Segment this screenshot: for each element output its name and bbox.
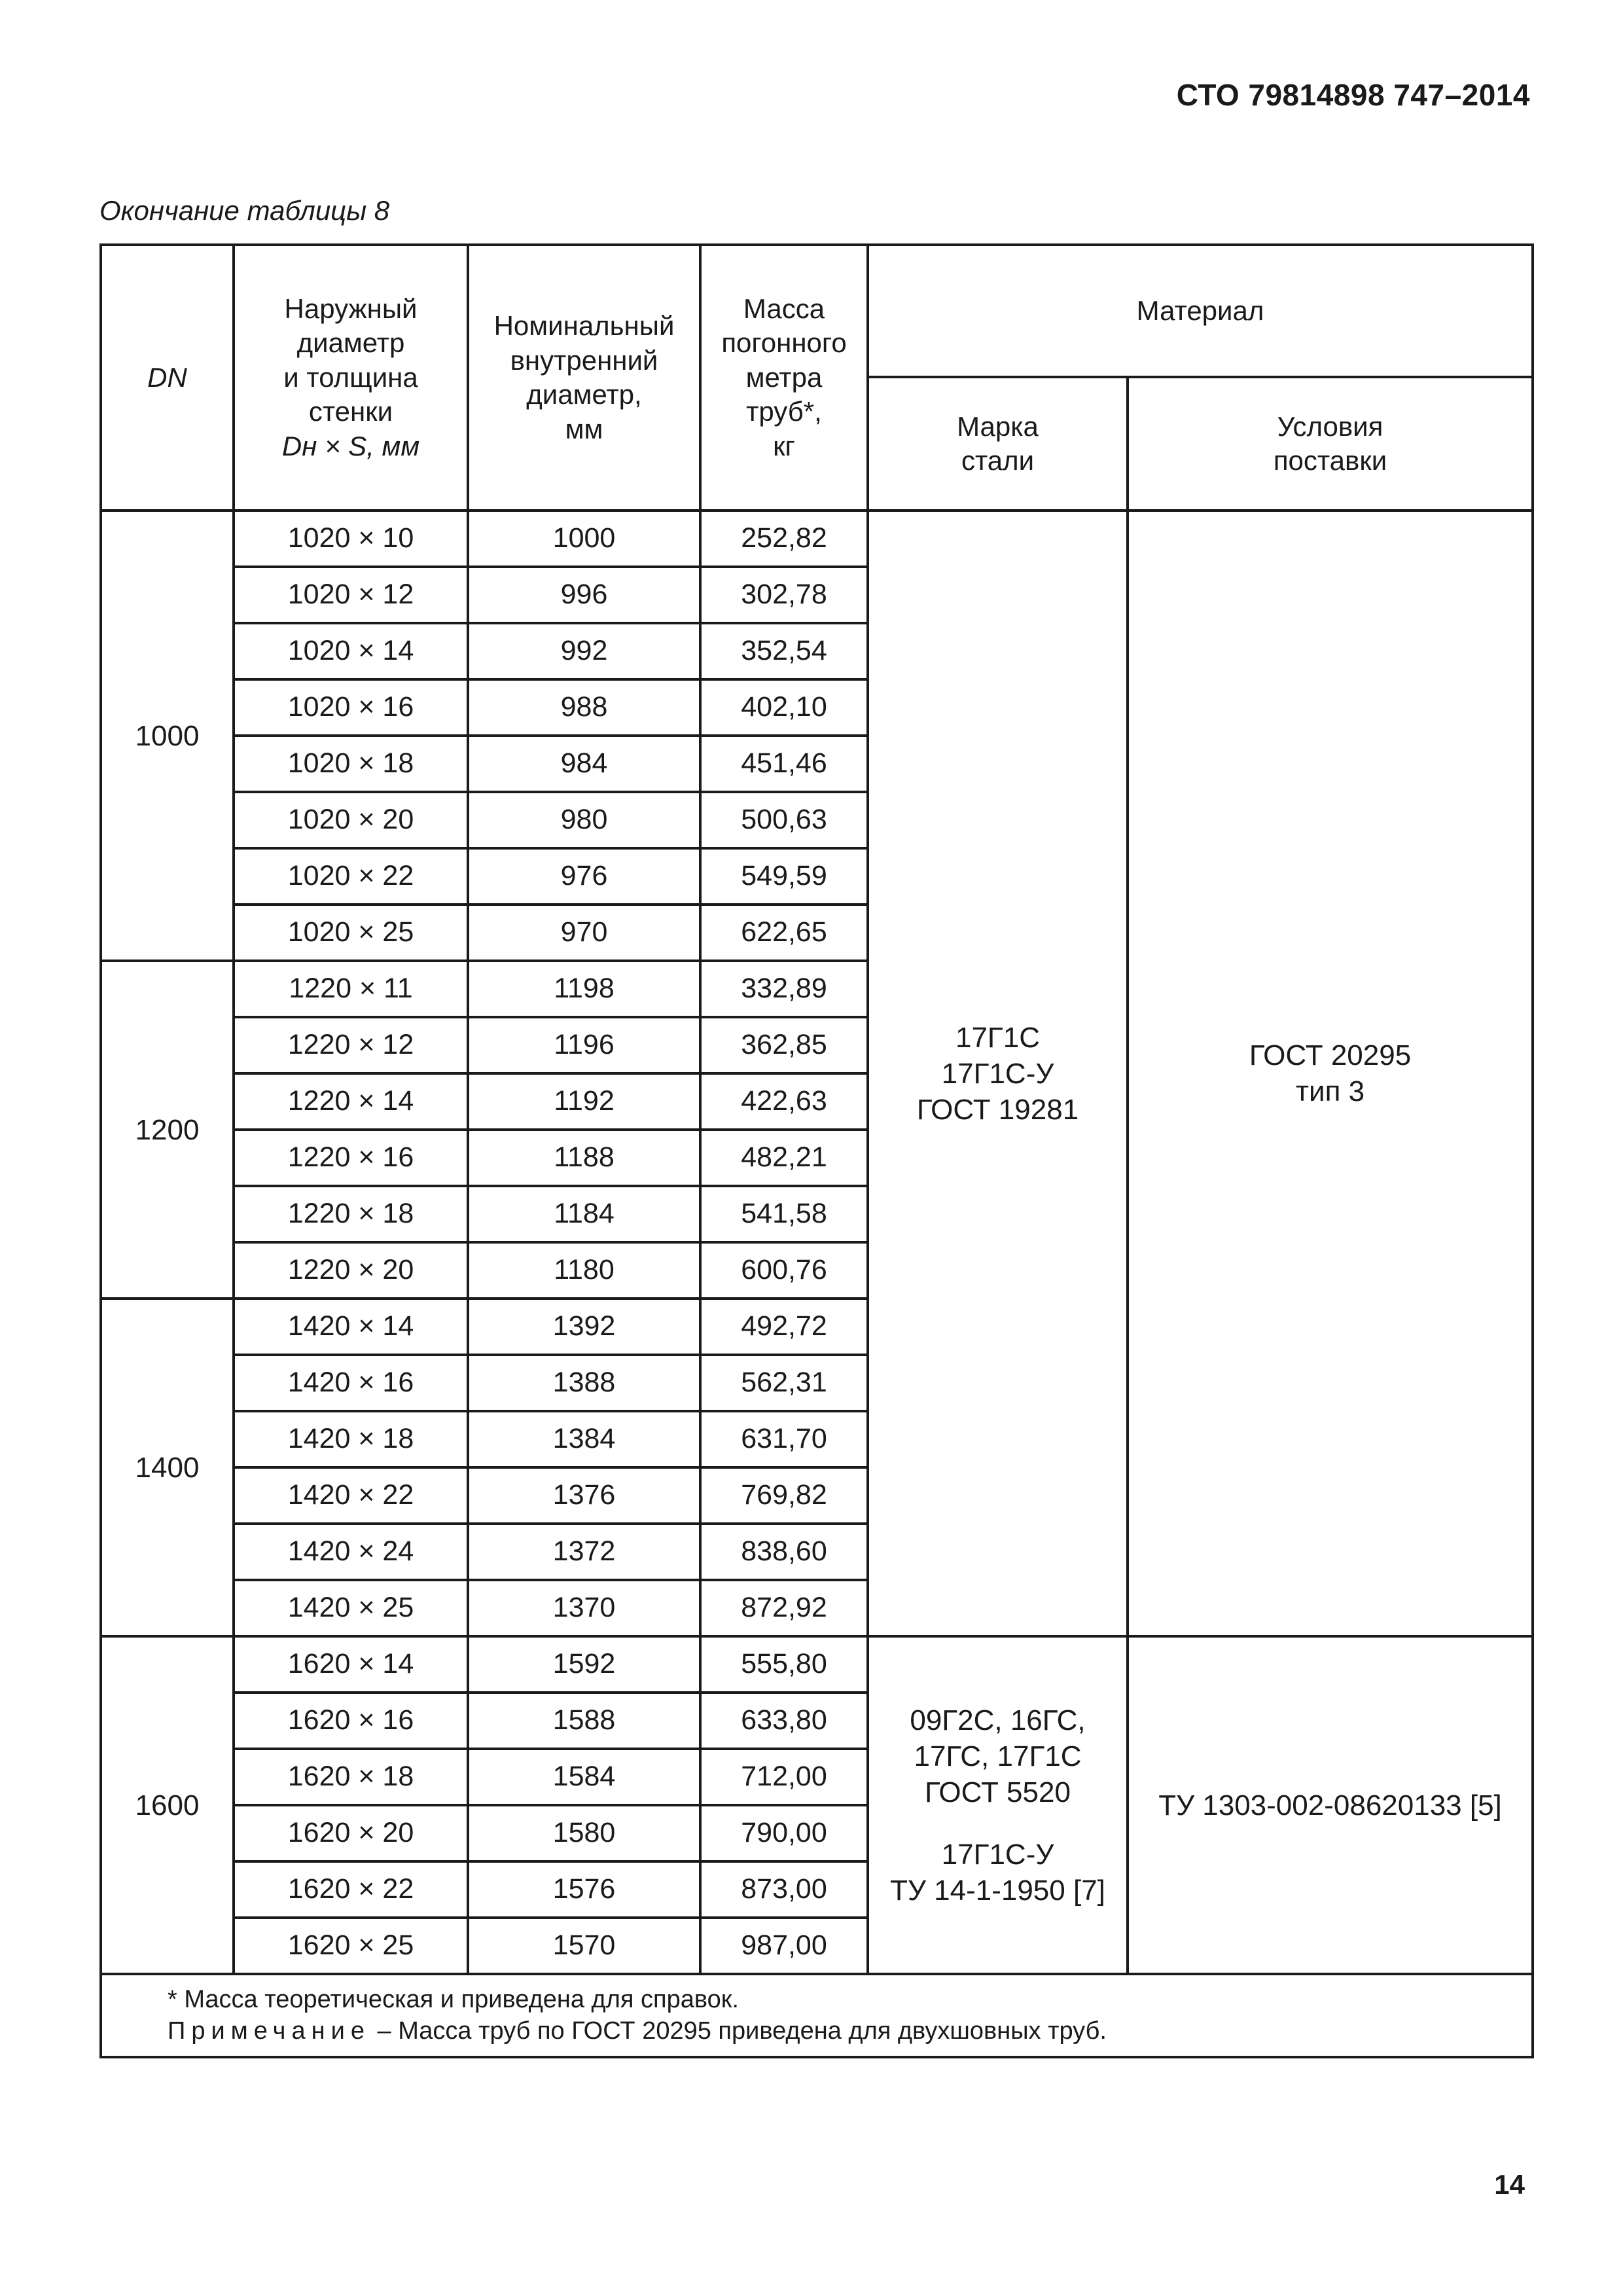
mass-cell: 987,00 (700, 1918, 868, 1974)
header-dn: DN (101, 245, 234, 511)
delivery-conditions-cell (1128, 1636, 1533, 1974)
header-steel-grade (868, 377, 1128, 511)
inner-cell: 1000 (468, 511, 700, 567)
inner-cell: 984 (468, 736, 700, 792)
size-cell: 1620 × 20 (234, 1805, 468, 1861)
header-mass (700, 245, 868, 511)
inner-cell: 1576 (468, 1861, 700, 1918)
header-inner-line: Номинальный (493, 310, 675, 341)
inner-cell: 1188 (468, 1130, 700, 1186)
document-code: СТО 79814898 747–2014 (1176, 78, 1530, 112)
header-outer-line: стенки (308, 396, 393, 427)
mass-cell: 451,46 (700, 736, 868, 792)
inner-cell: 1198 (468, 961, 700, 1017)
steel-grade-line: ГОСТ 5520 (925, 1776, 1071, 1808)
mass-cell: 790,00 (700, 1805, 868, 1861)
steel-grade-line: ГОСТ 19281 (916, 1093, 1079, 1126)
inner-cell: 988 (468, 679, 700, 736)
size-cell: 1020 × 25 (234, 905, 468, 961)
mass-cell: 302,78 (700, 567, 868, 623)
header-inner-diameter (468, 245, 700, 511)
mass-cell: 549,59 (700, 848, 868, 905)
header-inner-line: внутренний (510, 344, 658, 376)
steel-grade-line: 17Г1С-У (941, 1838, 1054, 1871)
mass-cell: 352,54 (700, 623, 868, 679)
table-row (101, 1636, 1533, 1693)
size-cell: 1420 × 18 (234, 1411, 468, 1467)
mass-cell: 541,58 (700, 1186, 868, 1242)
size-cell: 1420 × 16 (234, 1355, 468, 1411)
inner-cell: 976 (468, 848, 700, 905)
inner-cell: 1376 (468, 1467, 700, 1524)
size-cell: 1620 × 16 (234, 1693, 468, 1749)
steel-grade-line: ТУ 14-1-1950 [7] (890, 1874, 1105, 1907)
delivery-line: ТУ 1303-002-08620133 [5] (1158, 1789, 1502, 1821)
table-header (101, 245, 1533, 511)
mass-cell: 492,72 (700, 1299, 868, 1355)
inner-cell: 1372 (468, 1524, 700, 1580)
inner-cell: 996 (468, 567, 700, 623)
size-cell: 1020 × 10 (234, 511, 468, 567)
size-cell: 1020 × 22 (234, 848, 468, 905)
delivery-conditions-cell (1128, 511, 1533, 1636)
inner-cell: 1570 (468, 1918, 700, 1974)
steel-grade-cell (868, 511, 1128, 1636)
note-text: – Масса труб по ГОСТ 20295 приведена для двухшовных труб. (370, 2017, 1107, 2045)
mass-cell: 631,70 (700, 1411, 868, 1467)
mass-cell: 873,00 (700, 1861, 868, 1918)
inner-cell: 992 (468, 623, 700, 679)
header-inner-line: мм (565, 413, 603, 444)
footnote-text: * Масса теоретическая и приведена для справок. (168, 1986, 739, 2013)
size-cell: 1020 × 16 (234, 679, 468, 736)
mass-cell: 555,80 (700, 1636, 868, 1693)
size-cell: 1220 × 18 (234, 1186, 468, 1242)
steel-grade-cell (868, 1636, 1128, 1974)
mass-cell: 500,63 (700, 792, 868, 848)
inner-cell: 1370 (468, 1580, 700, 1636)
header-outer-line: и толщина (283, 361, 418, 393)
size-cell: 1220 × 20 (234, 1242, 468, 1299)
inner-cell: 1180 (468, 1242, 700, 1299)
mass-cell: 600,76 (700, 1242, 868, 1299)
mass-cell: 402,10 (700, 679, 868, 736)
header-mass-line: Масса (743, 293, 825, 324)
mass-cell: 482,21 (700, 1130, 868, 1186)
table-body (101, 511, 1533, 1974)
size-cell: 1620 × 25 (234, 1918, 468, 1974)
inner-cell: 1196 (468, 1017, 700, 1073)
mass-cell: 622,65 (700, 905, 868, 961)
dn-cell: 1400 (101, 1299, 234, 1636)
mass-cell: 872,92 (700, 1580, 868, 1636)
size-cell: 1020 × 14 (234, 623, 468, 679)
size-cell: 1020 × 12 (234, 567, 468, 623)
inner-cell: 1584 (468, 1749, 700, 1805)
mass-cell: 633,80 (700, 1693, 868, 1749)
inner-cell: 1588 (468, 1693, 700, 1749)
table-row (101, 511, 1533, 567)
header-material: Материал (868, 245, 1533, 377)
inner-cell: 1192 (468, 1073, 700, 1130)
inner-cell: 1388 (468, 1355, 700, 1411)
header-steel-line: стали (961, 445, 1035, 476)
inner-cell: 980 (468, 792, 700, 848)
size-cell: 1220 × 16 (234, 1130, 468, 1186)
delivery-line: ГОСТ 20295 (1249, 1039, 1412, 1071)
size-cell: 1620 × 18 (234, 1749, 468, 1805)
mass-cell: 422,63 (700, 1073, 868, 1130)
note-word: Примечание (168, 2017, 370, 2045)
header-delivery (1128, 377, 1533, 511)
size-cell: 1020 × 20 (234, 792, 468, 848)
size-cell: 1220 × 14 (234, 1073, 468, 1130)
size-cell: 1420 × 24 (234, 1524, 468, 1580)
table-caption: Окончание таблицы 8 (99, 195, 390, 226)
dn-cell: 1000 (101, 511, 234, 961)
header-mass-line: кг (773, 430, 795, 461)
mass-cell: 769,82 (700, 1467, 868, 1524)
pipe-table (99, 243, 1534, 2058)
header-outer-line: диаметр (296, 327, 405, 359)
steel-grade-line: 17ГС, 17Г1С (914, 1740, 1082, 1772)
footnote-cell (101, 1974, 1533, 2057)
mass-cell: 712,00 (700, 1749, 868, 1805)
mass-cell: 252,82 (700, 511, 868, 567)
inner-cell: 1184 (468, 1186, 700, 1242)
mass-cell: 332,89 (700, 961, 868, 1017)
header-delivery-line: Условия (1277, 410, 1383, 442)
header-outer-line: Наружный (284, 293, 418, 324)
steel-grade-line: 17Г1С (955, 1021, 1040, 1054)
size-cell: 1420 × 14 (234, 1299, 468, 1355)
header-inner-line: диаметр, (526, 379, 642, 410)
dn-cell: 1200 (101, 961, 234, 1299)
page-number: 14 (1494, 2169, 1525, 2200)
header-steel-line: Марка (957, 410, 1039, 442)
inner-cell: 970 (468, 905, 700, 961)
header-outer-unit: Dн × S, мм (281, 430, 420, 461)
delivery-line: тип 3 (1295, 1075, 1365, 1107)
size-cell: 1620 × 14 (234, 1636, 468, 1693)
header-outer-diameter (234, 245, 468, 511)
table-footer (101, 1974, 1533, 2057)
note-line (168, 2016, 1531, 2047)
mass-cell: 838,60 (700, 1524, 868, 1580)
size-cell: 1420 × 22 (234, 1467, 468, 1524)
size-cell: 1420 × 25 (234, 1580, 468, 1636)
steel-grade-line: 09Г2С, 16ГС, (910, 1704, 1086, 1736)
mass-cell: 362,85 (700, 1017, 868, 1073)
inner-cell: 1592 (468, 1636, 700, 1693)
mass-cell: 562,31 (700, 1355, 868, 1411)
size-cell: 1620 × 22 (234, 1861, 468, 1918)
dn-cell: 1600 (101, 1636, 234, 1974)
size-cell: 1220 × 12 (234, 1017, 468, 1073)
steel-grade-line (869, 1810, 1126, 1837)
steel-grade-line: 17Г1С-У (941, 1057, 1054, 1090)
inner-cell: 1392 (468, 1299, 700, 1355)
header-mass-line: погонного (721, 327, 847, 359)
size-cell: 1020 × 18 (234, 736, 468, 792)
header-delivery-line: поставки (1273, 445, 1387, 476)
inner-cell: 1384 (468, 1411, 700, 1467)
size-cell: 1220 × 11 (234, 961, 468, 1017)
header-mass-line: труб*, (746, 396, 822, 427)
header-mass-line: метра (745, 361, 823, 393)
inner-cell: 1580 (468, 1805, 700, 1861)
